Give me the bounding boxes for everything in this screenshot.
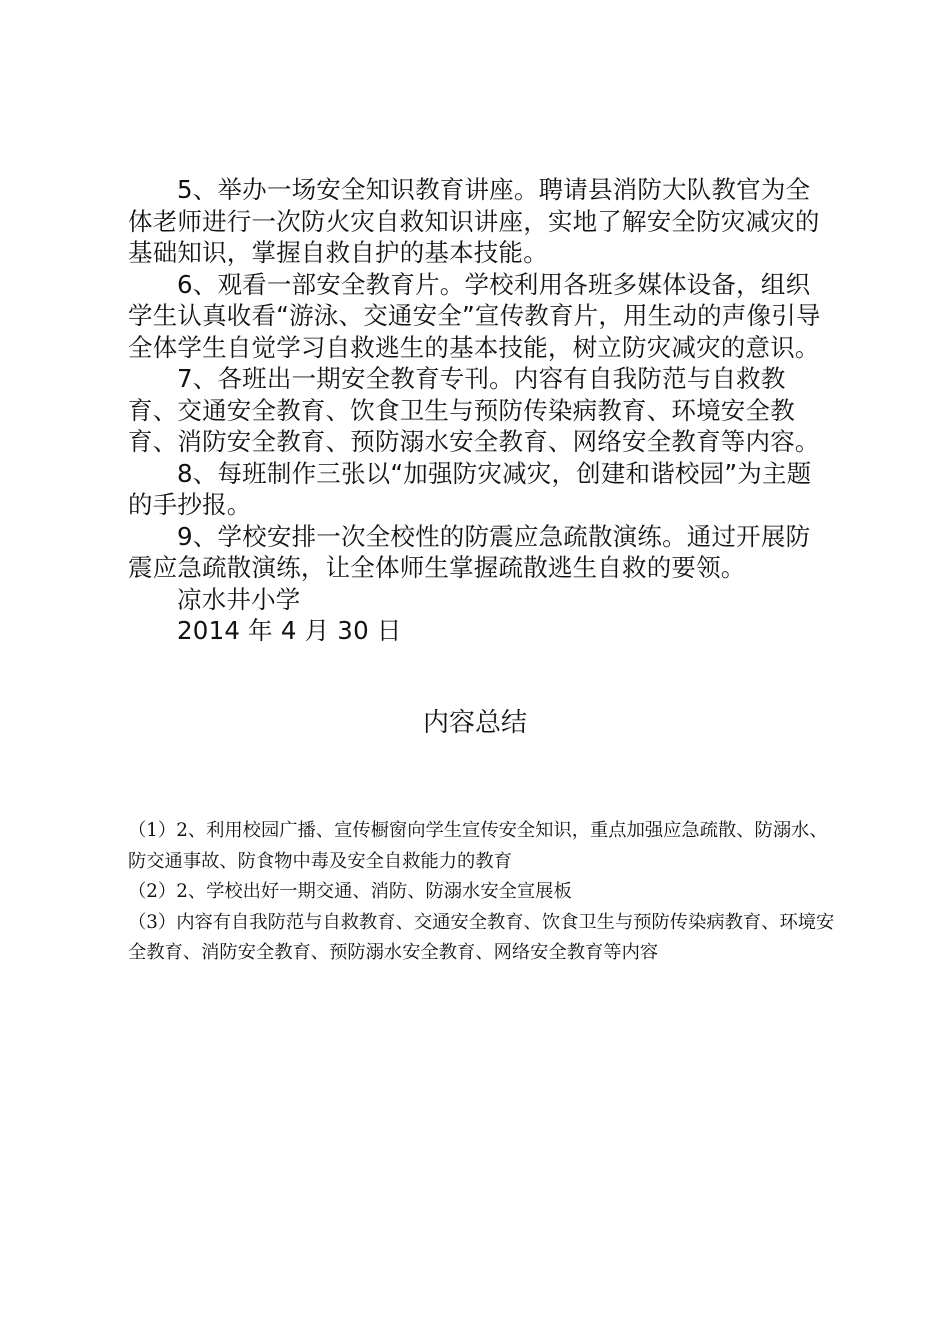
summary-title: 内容总结 — [422, 708, 527, 738]
paragraph-item-7: 7、各班出一期安全教育专刊。内容有自我防范与自救教育、交通安全教育、饮食卫生与预防传染病教育、环境安全教育、消防安全教育、预防溺水安全教育、网络安全教育等内容。 — [128, 364, 820, 456]
signature-date: 2014 年 4 月 30 日 — [177, 616, 402, 645]
paragraph-item-6: 6、观看一部安全教育片。学校利用各班多媒体设备，组织学生认真收看“游泳、交通安全”宣传教育片，用生动的声像引导全体学生自觉学习自救逃生的基本技能，树立防灾减灾的意识。 — [128, 269, 821, 362]
summary-item-1: （1）2、利用校园广播、宣传橱窗向学生宣传安全知识，重点加强应急疏散、防溺水、防交通事故、防食物中毒及安全自救能力的教育 — [128, 820, 828, 872]
paragraph-item-5: 5、举办一场安全知识教育讲座。聘请县消防大队教官为全体老师进行一次防火灾自救知识讲座，实地了解安全防灾减灾的基础知识，掌握自救自护的基本技能。 — [128, 175, 820, 267]
main-body-text — [128, 174, 828, 647]
summary-item-2: （2）2、学校出好一期交通、消防、防溺水安全宣展板 — [128, 881, 572, 902]
paragraph-item-9: 9、学校安排一次全校性的防震应急疏散演练。通过开展防震应急疏散演练，让全体师生掌握疏散逃生自救的要领。 — [128, 521, 811, 582]
summary-list — [128, 816, 840, 969]
summary-item-3: （3）内容有自我防范与自救教育、交通安全教育、饮食卫生与预防传染病教育、环境安全教育、消防安全教育、预防溺水安全教育、网络安全教育等内容 — [128, 911, 835, 963]
paragraph-item-8: 8、每班制作三张以“加强防灾减灾，创建和谐校园”为主题的手抄报。 — [128, 458, 812, 519]
signature-organization: 凉水井小学 — [177, 584, 301, 614]
